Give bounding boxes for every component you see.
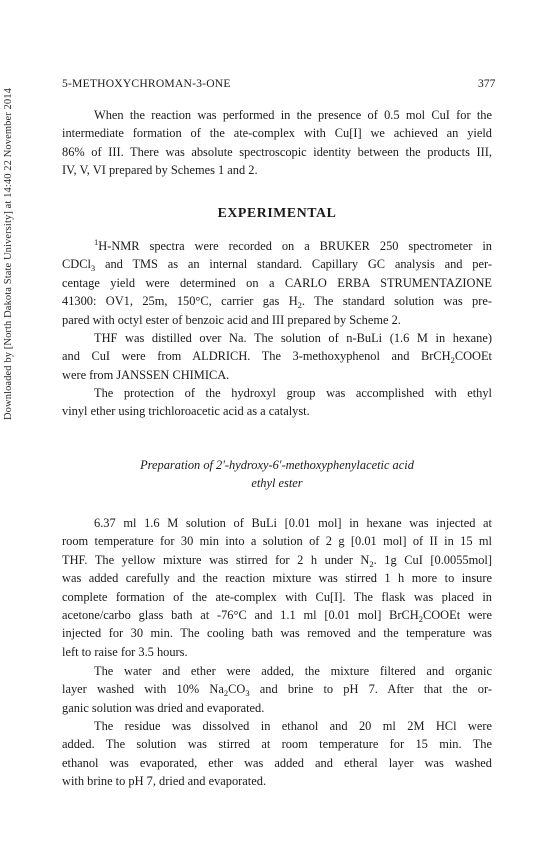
paragraph-procedure: [62, 514, 492, 661]
text-run: . The standard solution was pre-: [301, 294, 492, 309]
text-line: The protection of the hydroxyl group was accomplished with ethyl: [94, 386, 492, 400]
text-line: was added carefully and the reaction mixture was stirred 1 h more to insure: [62, 571, 492, 586]
subscript: 3: [90, 263, 96, 274]
text-line: ethanol was evaporated, ether was added and etheral layer was washed: [62, 755, 492, 770]
superscript: 1: [94, 237, 99, 247]
section-heading: EXPERIMENTAL: [217, 205, 337, 220]
text-run: . 1g CuI [0.0055mol]: [373, 552, 492, 567]
text-line: THF was distilled over Na. The solution of n-BuLi (1.6 M in hexane): [94, 331, 492, 345]
subheading-line: Preparation of 2'-hydroxy-6'-methoxyphenylacetic acid: [140, 458, 414, 472]
text-run: COOEt were: [422, 608, 492, 623]
paragraph-protection: [62, 384, 492, 421]
text-line: complete formation of the ate-complex with Cu[I]. The flask was placed in: [62, 589, 492, 604]
text-run: and brine to pH 7. After that the or-: [249, 682, 492, 697]
text-run: CDCl: [62, 257, 91, 272]
text-line: [62, 292, 492, 310]
subscript: 2: [297, 300, 302, 311]
text-line: [62, 551, 492, 569]
text-line: [62, 347, 492, 365]
text-line: IV, V, VI prepared by Schemes 1 and 2.: [62, 163, 258, 178]
text-line: were from JANSSEN CHIMICA.: [62, 367, 230, 382]
text-line: pared with octyl ester of benzoic acid and III prepared by Scheme 2.: [62, 312, 401, 327]
text-run: acetone/carbo glass bath at -76°C and 1.1 ml [0.01 mol] BrCH: [62, 608, 419, 623]
text-line: [62, 255, 492, 273]
text-run: 41300: OV1, 25m, 150°C, carrier gas H: [62, 294, 298, 309]
paragraph-intro: [62, 106, 492, 180]
text-line: [62, 680, 492, 698]
text-run: THF. The yellow mixture was stirred for 2 h under N: [62, 552, 370, 567]
text-run: and TMS as an internal standard. Capillary GC analysis and per-: [95, 257, 492, 272]
text-line: When the reaction was performed in the presence of 0.5 mol CuI for the: [94, 108, 492, 122]
page-number: 377: [478, 77, 496, 90]
text-run: COOEt: [454, 349, 492, 364]
text-run: and CuI were from ALDRICH. The 3-methoxyphenol and BrCH: [62, 349, 451, 364]
text-line: The water and ether were added, the mixture filtered and organic: [94, 664, 492, 678]
text-line: [62, 237, 492, 255]
subheading-line: ethyl ester: [251, 476, 303, 491]
text-line: ganic solution was dried and evaporated.: [62, 700, 265, 715]
running-title: 5-METHOXYCHROMAN-3-ONE: [62, 77, 231, 90]
paragraph-nmr: [62, 237, 492, 329]
paragraph-hydrolysis: [62, 717, 492, 791]
subscript: 2: [369, 558, 374, 569]
subscript: 2: [418, 614, 423, 625]
text-run: layer washed with 10% Na: [62, 682, 224, 697]
text-line: added. The solution was stirred at room temperature for 15 min. The: [62, 737, 492, 752]
subscript: 3: [245, 688, 250, 699]
text-line: left to raise for 3.5 hours.: [62, 644, 188, 659]
text-line: injected for 30 min. The cooling bath was removed and the temperature was: [62, 626, 492, 641]
subscript: 2: [223, 688, 229, 699]
paragraph-workup: [62, 662, 492, 717]
text-line: The residue was dissolved in ethanol and 20 ml 2M HCl were: [94, 719, 492, 733]
text-line: intermediate formation of the ate-complex with Cu[I] we achieved an yield: [62, 126, 492, 141]
text-line: [62, 606, 492, 624]
text-run: H-NMR spectra were recorded on a BRUKER 250 spectrometer in: [98, 239, 492, 253]
paragraph-materials: [62, 329, 492, 384]
text-line: 6.37 ml 1.6 M solution of BuLi [0.01 mol] in hexane was injected at: [94, 516, 492, 530]
text-run: CO: [228, 682, 246, 697]
procedure-subheading: [62, 456, 492, 493]
text-line: room temperature for 30 min into a solution of 2 g [0.01 mol] of II in 15 ml: [62, 534, 492, 549]
text-line: vinyl ether using trichloroacetic acid as a catalyst.: [62, 404, 310, 419]
text-line: with brine to pH 7, dried and evaporated.: [62, 774, 267, 789]
download-watermark: Downloaded by [North Dakota State University] at 14:40 22 November 2014: [3, 88, 14, 420]
text-line: 86% of III. There was absolute spectroscopic identity between the products III,: [62, 144, 492, 159]
text-line: centage yield were determined on a CARLO ERBA STRUMENTAZIONE: [62, 275, 492, 290]
subscript: 2: [450, 355, 455, 366]
